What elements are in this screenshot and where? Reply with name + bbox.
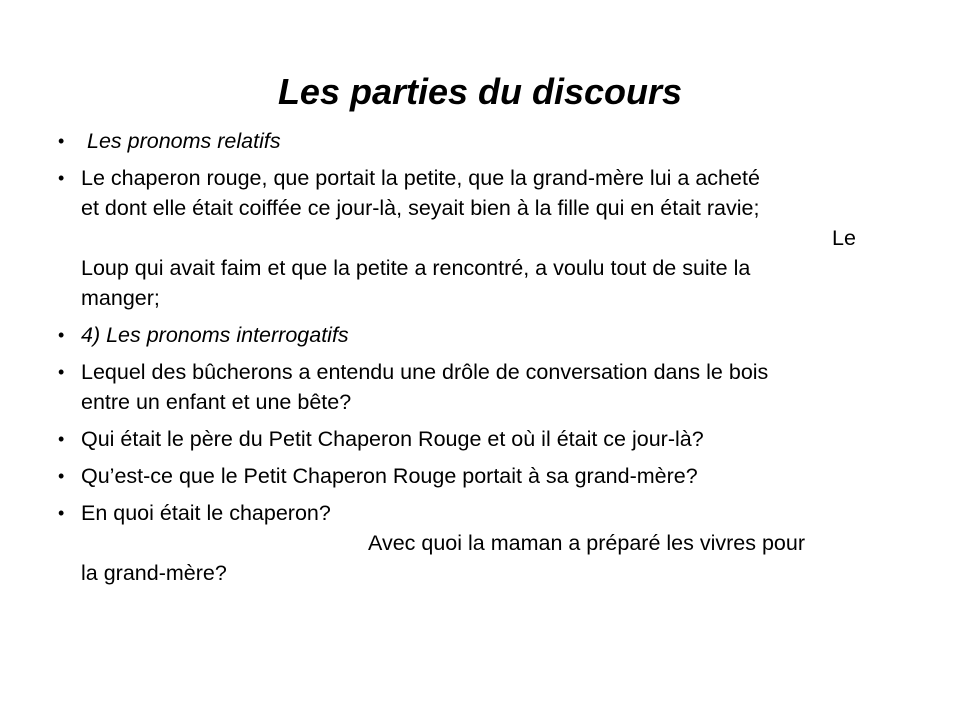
bullet-interrogative-pronouns-heading (58, 320, 898, 350)
text-line: manger; (81, 286, 160, 310)
bullet-dot-icon: • (58, 429, 65, 449)
text-line: entre un enfant et une bête? (81, 390, 352, 414)
bullet-question-lequel (58, 357, 898, 417)
bullet-text: Qu’est-ce que le Petit Chaperon Rouge portait à sa grand-mère? (81, 464, 698, 488)
bullet-list (58, 126, 898, 595)
text-line: Loup qui avait faim et que la petite a rencontré, a voulu tout de suite la (81, 256, 751, 280)
bullet-text (81, 498, 898, 588)
text-line: Lequel des bûcherons a entendu une drôle de conversation dans le bois (81, 360, 769, 384)
bullet-text (81, 357, 898, 417)
bullet-dot-icon: • (58, 466, 65, 486)
bullet-relative-pronouns-heading (58, 126, 898, 156)
bullet-text: 4) Les pronoms interrogatifs (81, 323, 349, 347)
bullet-dot-icon: • (58, 503, 65, 523)
bullet-dot-icon: • (58, 168, 65, 188)
bullet-text: Les pronoms relatifs (87, 129, 281, 153)
bullet-relative-pronouns-example (58, 163, 898, 313)
bullet-dot-icon: • (58, 362, 65, 382)
text-line: Le chaperon rouge, que portait la petite, que la grand-mère lui a acheté (81, 166, 760, 190)
slide-title: Les parties du discours (277, 71, 683, 112)
text-line: Le (832, 226, 856, 250)
bullet-text (81, 163, 898, 313)
bullet-text: Qui était le père du Petit Chaperon Rouge et où il était ce jour-là? (81, 427, 704, 451)
text-line: Avec quoi la maman a préparé les vivres pour (368, 531, 805, 555)
text-line: la grand-mère? (81, 561, 227, 585)
text-line: En quoi était le chaperon? (81, 501, 331, 525)
bullet-dot-icon: • (58, 131, 65, 151)
bullet-question-en-quoi (58, 498, 898, 588)
bullet-dot-icon: • (58, 325, 65, 345)
bullet-question-qui (58, 424, 898, 454)
bullet-question-quest-ce-que (58, 461, 898, 491)
text-line: et dont elle était coiffée ce jour-là, seyait bien à la fille qui en était ravie; (81, 196, 760, 220)
